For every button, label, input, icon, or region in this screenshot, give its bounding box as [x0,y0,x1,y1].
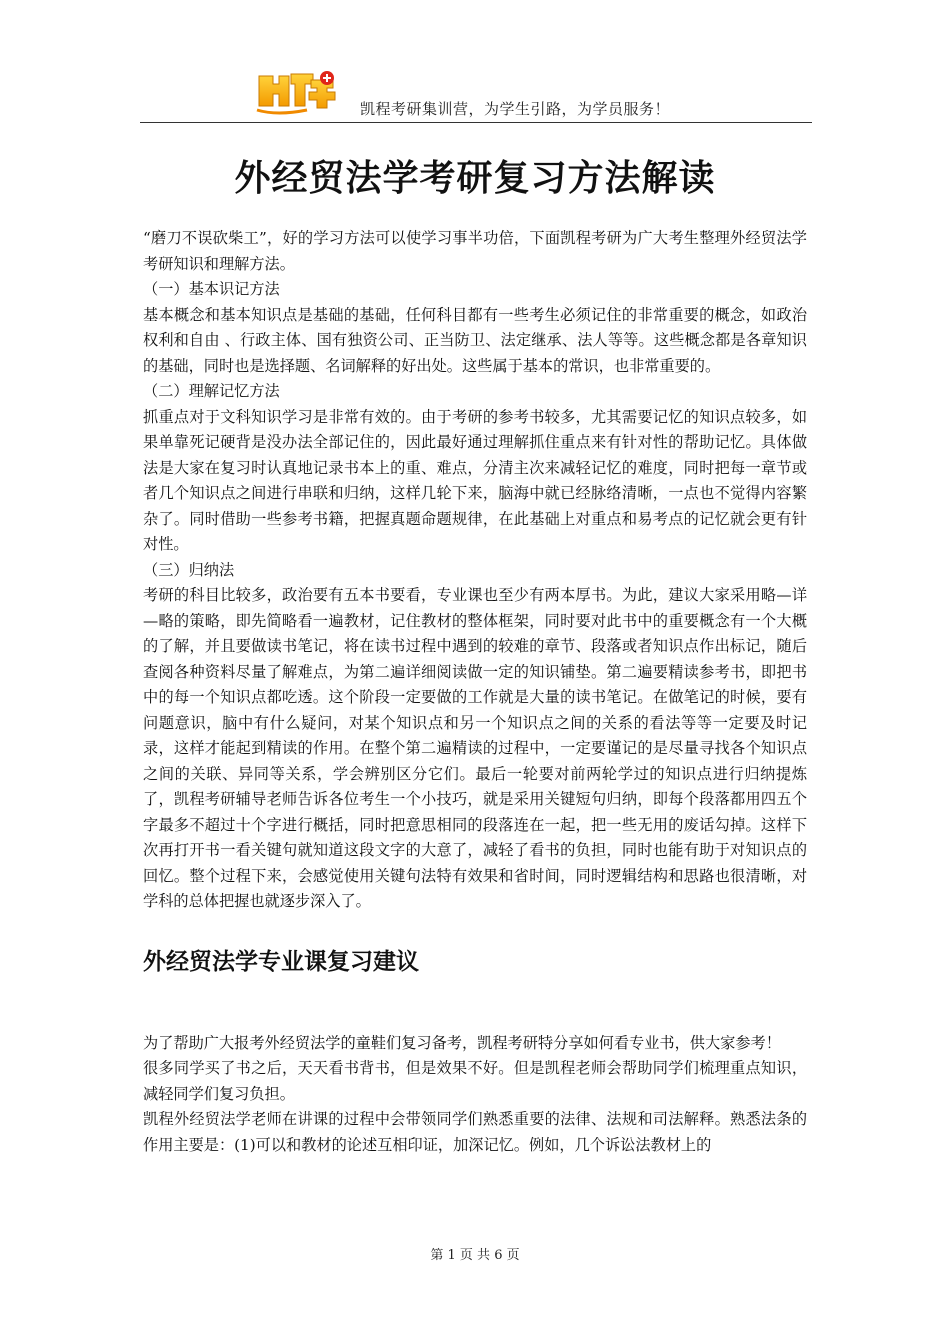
subheading: 外经贸法学专业课复习建议 [143,948,419,975]
section-heading-1: （一）基本识记方法 [143,280,280,298]
article-body [143,226,807,1158]
section-text-2: 抓重点对于文科知识学习是非常有效的。由于考研的参考书较多，尤其需要记忆的知识点较多，如果单靠死记硬背是没办法全部记住的，因此最好通过理解抓住重点来有针对性的帮助记忆。具体做法是大家在复习时认真地记录书本上的重、难点，分清主次来减轻记忆的难度，同时把每一章节或者几个知识点之间进行串联和归纳，这样几轮下来，脑海中就已经脉络清晰，一点也不觉得内容繁杂了。同时借助一些参考书籍，把握真题命题规律，在此基础上对重点和易考点的记忆就会更有针对性。 [143,407,807,553]
intro-paragraph: “磨刀不误砍柴工”，好的学习方法可以使学习事半功倍，下面凯程考研为广大考生整理外经贸法学考研知识和理解方法。 [143,229,807,273]
header-slogan: 凯程考研集训营，为学生引路，为学员服务！ [360,100,671,118]
page-footer: 第 1 页 共 6 页 [430,1248,520,1263]
closing-paragraph-3: 凯程外经贸法学老师在讲课的过程中会带领同学们熟悉重要的法律、法规和司法解释。熟悉法条的作用主要是：(1)可以和教材的论述互相印证，加深记忆。例如，几个诉讼法教材上的 [143,1110,807,1154]
closing-paragraph-1: 为了帮助广大报考外经贸法学的童鞋们复习备考，凯程考研特分享如何看专业书，供大家参考！ [143,1033,781,1052]
section-heading-2: （二）理解记忆方法 [143,382,280,400]
header-divider [140,122,812,123]
section-heading-3: （三）归纳法 [143,560,235,579]
closing-paragraph-2: 很多同学买了书之后，天天看书背书，但是效果不好。但是凯程老师会帮助同学们梳理重点知识，减轻同学们复习负担。 [143,1059,807,1103]
section-text-3: 考研的科目比较多，政治要有五本书要看，专业课也至少有两本厚书。为此，建议大家采用略—详—略的策略，即先简略看一遍教材，记住教材的整体框架，同时要对此书中的重要概念有一个大概的了解，并且要做读书笔记，将在读书过程中遇到的较难的章节、段落或者知识点作出标记，随后查阅各种资料尽量了解难点，为第二遍详细阅读做一定的知识铺垫。第二遍要精读参考书，即把书中的每一个知识点都吃透。这个阶段一定要做的工作就是大量的读书笔记。在做笔记的时候，要有问题意识，脑中有什么疑问，对某个知识点和另一个知识点之间的关系的看法等等一定要及时记录，这样才能起到精读的作用。在整个第二遍精读的过程中，一定要谨记的是尽量寻找各个知识点之间的关联、异同等关系，学会辨别区分它们。最后一轮要对前两轮学过的知识点进行归纳提炼了，凯程考研辅导老师告诉各位考生一个小技巧，就是采用关键短句归纳，即每个段落都用四五个字最多不超过十个字进行概括，同时把意思相同的段落连在一起，把一些无用的废话勾掉。这样下次再打开书一看关键句就知道这段文字的大意了，减轻了看书的负担，同时也能有助于对知识点的回忆。整个过程下来，会感觉使用关键句法特有效果和省时间，同时逻辑结构和思路也很清晰，对学科的总体把握也就逐步深入了。 [143,586,807,910]
kaicheng-logo [253,66,341,120]
section-text-1: 基本概念和基本知识点是基础的基础，任何科目都有一些考生必须记住的非常重要的概念，如政治权利和自由 、行政主体、国有独资公司、正当防卫、法定继承、法人等等。这些概念都是各章知识的基础，同时也是选择题、名词解释的好出处。这些属于基本的常识，也非常重要的。 [143,305,807,375]
page-title: 外经贸法学考研复习方法解读 [234,158,716,199]
